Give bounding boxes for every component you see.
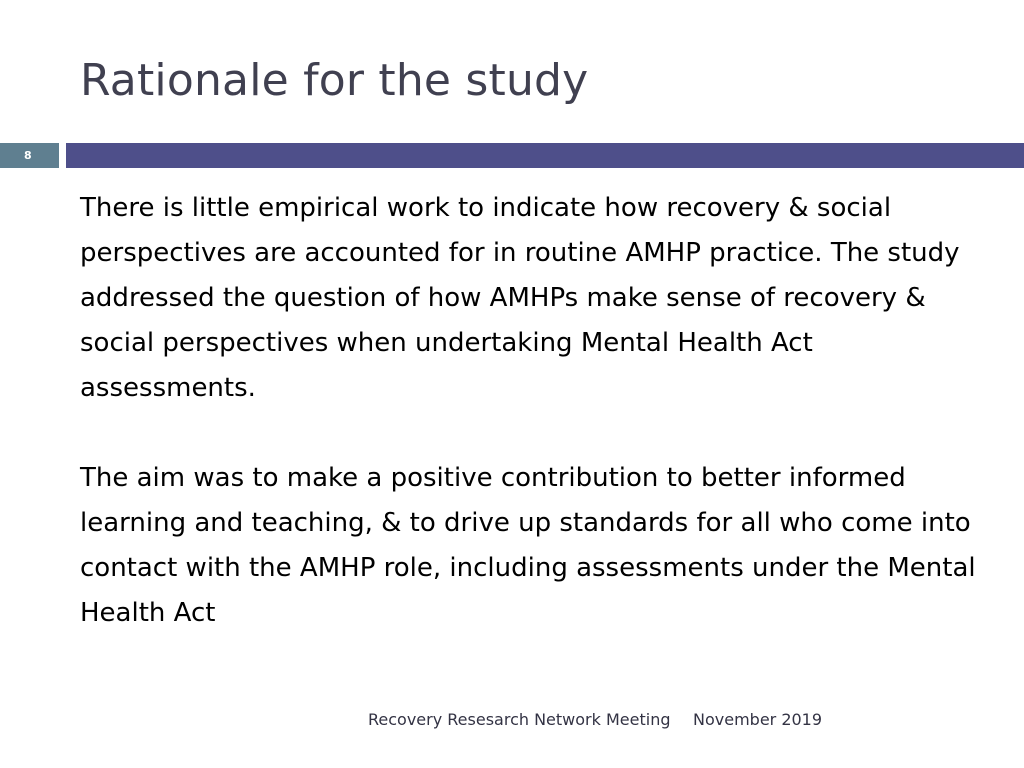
slide-number: 8 bbox=[24, 149, 32, 162]
footer-event: Recovery Resesarch Network Meeting bbox=[368, 710, 671, 729]
header-divider-bar bbox=[66, 143, 1024, 168]
slide-body bbox=[80, 186, 980, 636]
body-paragraph-1: There is little empirical work to indicate how recovery & social perspectives are accounted for in routine AMHP practice. The study addressed the question of how AMHPs make sense of recovery & social perspectives when undertaking Mental Health Act assessments. bbox=[80, 193, 960, 403]
footer-date: November 2019 bbox=[693, 710, 823, 729]
slide-title: Rationale for the study bbox=[80, 55, 589, 106]
body-paragraph-2: The aim was to make a positive contribution to better informed learning and teaching, & to drive up standards for all who come into contact with the AMHP role, including assessments under the Mental Health Act bbox=[80, 463, 976, 628]
